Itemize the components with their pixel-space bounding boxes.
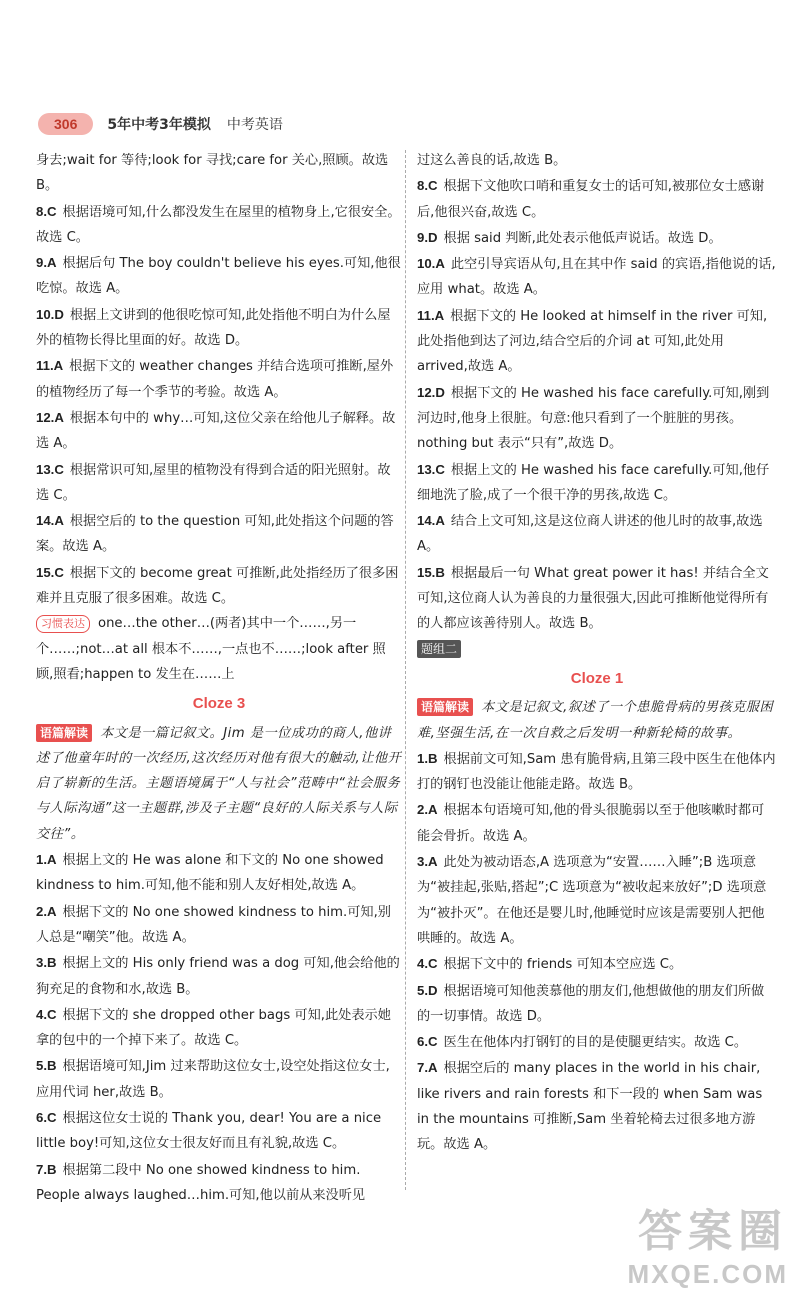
answer-number: 7.A xyxy=(417,1060,438,1076)
answer-item xyxy=(36,847,402,899)
habit-tag: 习惯表达 xyxy=(36,615,90,633)
answer-item xyxy=(417,457,777,509)
answer-number: 3.A xyxy=(417,854,438,870)
answer-item xyxy=(417,380,777,457)
habit-expression xyxy=(36,611,402,687)
answer-number: 11.A xyxy=(417,307,445,323)
answer-explanation: 根据下文的 He washed his face carefully.可知,刚到河边时,他身上很脏。句意:他只看到了一个脏脏的男孩。nothing but 表示“只有”,故选 D。 xyxy=(417,385,770,452)
left-intro: 身去;wait for 等待;look for 寻找;care for 关心,照顾。故选 B。 xyxy=(36,153,389,194)
answer-item xyxy=(36,457,402,509)
answer-explanation: 根据语境可知,什么都没发生在屋里的植物身上,它很安全。故选 C。 xyxy=(36,204,401,245)
page-header xyxy=(38,110,283,138)
right-answers-2 xyxy=(417,746,777,1158)
answer-number: 2.A xyxy=(36,903,57,919)
answer-item xyxy=(36,950,402,1002)
answer-item xyxy=(36,250,402,302)
left-answers-1 xyxy=(36,199,402,612)
answer-item xyxy=(36,405,402,457)
answer-item xyxy=(417,797,777,849)
answer-explanation: 根据空后的 many places in the world in his chair, like rivers and rain forests 和下一段的 when Sam was in the mountains 可推断,Sam 坐着轮椅去过很多地方游玩。故选 A。 xyxy=(417,1061,763,1153)
answer-number: 11.A xyxy=(36,358,64,374)
group-tag: 题组二 xyxy=(417,640,461,658)
answer-item xyxy=(36,1053,402,1105)
answer-number: 14.A xyxy=(36,513,64,529)
passage-tag-left: 语篇解读 xyxy=(36,724,92,742)
answer-item xyxy=(36,1105,402,1157)
answer-item xyxy=(36,508,402,560)
answer-explanation: 根据下文他吹口哨和重复女士的话可知,被那位女士感谢后,他很兴奋,故选 C。 xyxy=(417,179,765,220)
answer-explanation: 根据下文的 weather changes 并结合选项可推断,屋外的植物经历了每一个季节的考验。故选 A。 xyxy=(36,359,394,400)
watermark-line1: 答案圈 xyxy=(638,1207,788,1256)
answer-item xyxy=(417,1029,777,1055)
answer-item xyxy=(36,302,402,354)
answer-number: 14.A xyxy=(417,513,445,529)
watermark xyxy=(628,1195,788,1290)
answer-number: 5.B xyxy=(36,1058,57,1074)
answer-number: 9.D xyxy=(417,229,438,245)
answer-explanation: 根据下文的 No one showed kindness to him.可知,别人总是“嘲笑”他。故选 A。 xyxy=(36,904,391,945)
group-label xyxy=(417,637,777,662)
answer-explanation: 根据下文的 she dropped other bags 可知,此处表示她拿的包中的一个掉下来了。故选 C。 xyxy=(36,1007,391,1049)
answer-number: 7.B xyxy=(36,1161,57,1177)
answer-item xyxy=(417,1055,777,1157)
answer-item xyxy=(417,560,777,637)
passage-tag-right: 语篇解读 xyxy=(417,698,473,716)
answer-explanation: 根据上文讲到的他很吃惊可知,此处指他不明白为什么屋外的植物长得比里面的好。故选 D。 xyxy=(36,307,391,349)
answer-number: 10.A xyxy=(417,256,445,272)
answer-explanation: 根据前文可知,Sam 患有脆骨病,且第三段中医生在他体内打的钢钉也没能让他能走路。故选 B。 xyxy=(417,751,776,793)
watermark-line2: MXQE.COM xyxy=(627,1259,788,1289)
answer-item xyxy=(417,173,777,225)
answer-item xyxy=(417,849,777,951)
answer-number: 1.B xyxy=(417,750,438,766)
answer-explanation: 根据语境可知,Jim 过来帮助这位女士,设空处指这位女士,应用代词 her,故选 B。 xyxy=(36,1059,390,1100)
answer-explanation: 根据第二段中 No one showed kindness to him. People always laughed…him.可知,他以前从来没听见 xyxy=(36,1162,366,1203)
answer-explanation: 根据上文的 His only friend was a dog 可知,他会给他的狗充足的食物和水,故选 B。 xyxy=(36,956,400,997)
answer-number: 15.B xyxy=(417,564,445,580)
answer-item xyxy=(417,251,777,303)
column-divider xyxy=(405,150,406,1190)
answer-item xyxy=(36,199,402,251)
answer-item xyxy=(417,303,777,380)
answer-explanation: 根据上文的 He washed his face carefully.可知,他仔细地洗了脸,成了一个很干净的男孩,故选 C。 xyxy=(417,462,770,503)
answer-explanation: 根据语境可知他羡慕他的朋友们,他想做他的朋友们所做的一切事情。故选 D。 xyxy=(417,983,765,1024)
answer-item xyxy=(36,560,402,612)
answer-number: 8.C xyxy=(417,178,438,194)
answer-explanation: 根据常识可知,屋里的植物没有得到合适的阳光照射。故选 C。 xyxy=(36,462,391,503)
answer-explanation: 根据下文的 become great 可推断,此处指经历了很多困难并且克服了很多困难。故选 C。 xyxy=(36,565,399,607)
book-series: 5年中考3年模拟 xyxy=(107,117,211,133)
answer-number: 12.A xyxy=(36,409,64,425)
answer-explanation: 根据空后的 to the question 可知,此处指这个问题的答案。故选 A。 xyxy=(36,514,394,555)
answer-number: 5.D xyxy=(417,982,438,998)
answer-number: 15.C xyxy=(36,564,64,580)
right-intro: 过这么善良的话,故选 B。 xyxy=(417,153,567,168)
answer-item xyxy=(417,508,777,560)
answer-explanation: 根据下文的 He looked at himself in the river 可知,此处指他到达了河边,结合空后的介词 at 可知,此处用 arrived,故选 A。 xyxy=(417,308,768,375)
answer-number: 9.A xyxy=(36,255,57,271)
answer-explanation: 结合上文可知,这是这位商人讲述的他儿时的故事,故选 A。 xyxy=(417,514,763,555)
answer-explanation: 根据本句中的 why…可知,这位父亲在给他儿子解释。故选 A。 xyxy=(36,410,396,452)
answer-item xyxy=(417,951,777,977)
answer-number: 13.C xyxy=(36,461,64,477)
answer-item xyxy=(36,1002,402,1054)
answer-number: 6.C xyxy=(417,1034,438,1050)
answer-number: 10.D xyxy=(36,306,64,322)
answer-explanation: 医生在他体内打钢钉的目的是使腿更结实。故选 C。 xyxy=(443,1035,748,1051)
answer-item xyxy=(36,1157,402,1209)
answer-explanation: 此处为被动语态,A 选项意为“安置……入睡”;B 选项意为“被挂起,张贴,搭起”;C 选项意为“被收起来放好”;D 选项意为“被扑灭”。在他还是婴儿时,他睡觉时应该是需要别人把他哄睡的。故选 A。 xyxy=(417,855,767,946)
answer-number: 4.C xyxy=(417,956,438,972)
passage-analysis-left xyxy=(36,721,402,847)
cloze3-title: Cloze 3 xyxy=(192,695,246,713)
answer-explanation: 根据这位女士说的 Thank you, dear! You are a nice little boy!可知,这位女士很友好而且有礼貌,故选 C。 xyxy=(36,1110,382,1152)
habit-text: one…the other…(两者)其中一个……,另一个……;not…at all 根本不……,一点也不……;look after 照顾,照看;happen to 发生在……上 xyxy=(36,616,386,682)
answer-item xyxy=(36,899,402,951)
answer-item xyxy=(36,353,402,405)
answer-explanation: 根据上文的 He was alone 和下文的 No one showed kindness to him.可知,他不能和别人友好相处,故选 A。 xyxy=(36,853,384,894)
right-answers-1 xyxy=(417,173,777,636)
passage-analysis-right xyxy=(417,695,777,746)
passage-text-left: 本文是一篇记叙文。Jim 是一位成功的商人,他讲述了他童年时的一次经历,这次经历对他有很大的触动,让他开启了崭新的生活。主题语境属于“人与社会”范畴中“社会服务与人际沟通”这一主题群,涉及子主题“良好的人际关系与人际交往”。 xyxy=(36,725,402,842)
answer-explanation: 根据后句 The boy couldn't believe his eyes.可知,他很吃惊。故选 A。 xyxy=(36,256,401,297)
answer-number: 8.C xyxy=(36,203,57,219)
left-column xyxy=(36,148,402,1208)
answer-number: 1.A xyxy=(36,852,57,868)
answer-explanation: 根据 said 判断,此处表示他低声说话。故选 D。 xyxy=(443,230,722,246)
answer-item xyxy=(417,746,777,798)
answer-number: 12.D xyxy=(417,384,445,400)
answer-explanation: 根据本句语境可知,他的骨头很脆弱以至于他咳嗽时都可能会骨折。故选 A。 xyxy=(417,803,765,844)
answer-number: 3.B xyxy=(36,955,57,971)
answer-number: 13.C xyxy=(417,461,445,477)
answer-number: 6.C xyxy=(36,1109,57,1125)
left-answers-2 xyxy=(36,847,402,1208)
answer-item xyxy=(417,978,777,1030)
answer-explanation: 此空引导宾语从句,且在其中作 said 的宾语,指他说的话,应用 what。故选 A。 xyxy=(417,257,776,298)
book-subject: 中考英语 xyxy=(226,117,283,133)
answer-explanation: 根据下文中的 friends 可知本空应选 C。 xyxy=(443,957,683,973)
answer-item xyxy=(417,225,777,251)
page-number: 306 xyxy=(38,113,93,135)
answer-number: 2.A xyxy=(417,802,438,818)
answer-number: 4.C xyxy=(36,1006,57,1022)
passage-text-right: 本文是记叙文,叙述了一个患脆骨病的男孩克服困难,坚强生活,在一次自救之后发明一种新轮椅的故事。 xyxy=(417,700,774,741)
cloze1-title: Cloze 1 xyxy=(570,669,624,687)
answer-explanation: 根据最后一句 What great power it has! 并结合全文可知,这位商人认为善良的力量很强大,因此可推断他觉得所有的人都应该善待别人。故选 B。 xyxy=(417,565,769,632)
right-column xyxy=(417,148,777,1158)
